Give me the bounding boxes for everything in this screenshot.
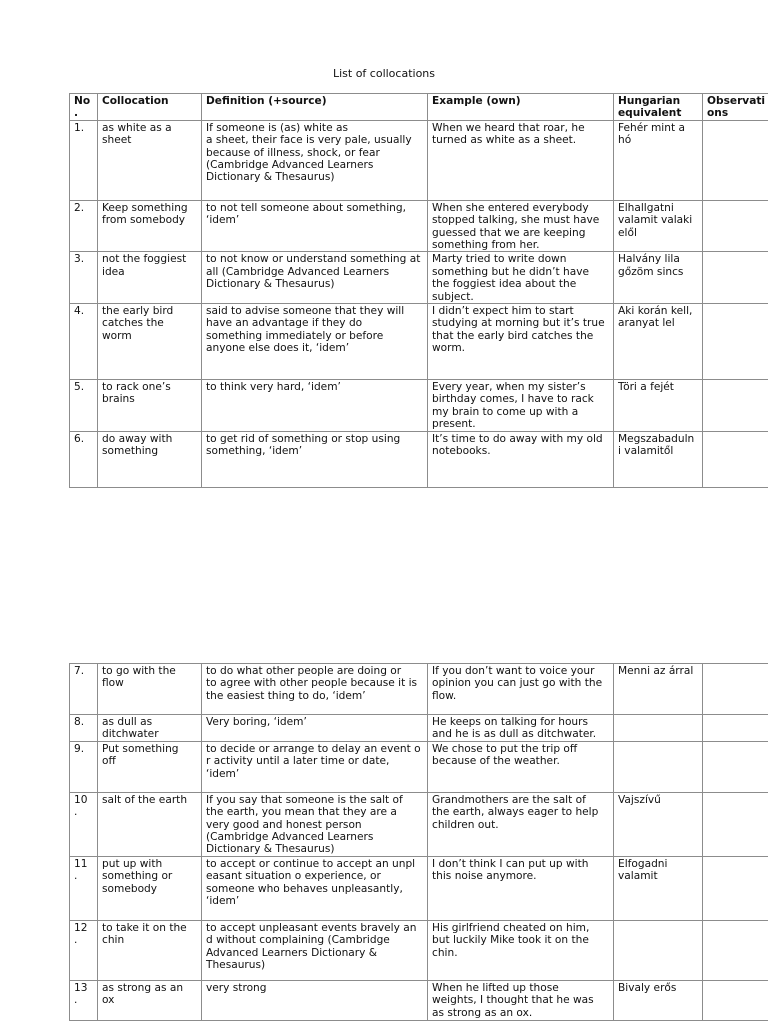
header-definition: Definition (+source) — [202, 94, 428, 121]
cell-definition: to do what other people are doing or to agree with other people because it is the easiest thing to do, ‘idem’ — [202, 664, 428, 715]
table-row — [70, 431, 768, 487]
cell-no: 8. — [70, 715, 98, 742]
table-row — [70, 200, 768, 252]
table-row — [70, 856, 768, 920]
cell-hungarian: Elfogadni valamit — [614, 856, 703, 920]
cell-collocation: put up with something or somebody — [98, 856, 202, 920]
cell-collocation: salt of the earth — [98, 792, 202, 856]
cell-hungarian: Töri a fejét — [614, 380, 703, 432]
cell-example: Grandmothers are the salt of the earth, always eager to help children out. — [428, 792, 614, 856]
cell-collocation: Keep something from somebody — [98, 200, 202, 252]
cell-collocation: not the foggiest idea — [98, 252, 202, 304]
cell-observations — [703, 200, 768, 252]
cell-hungarian: Vajszívű — [614, 792, 703, 856]
table-row — [70, 792, 768, 856]
cell-observations — [703, 431, 768, 487]
table-row — [70, 664, 768, 715]
cell-example: His girlfriend cheated on him, but luckily Mike took it on the chin. — [428, 920, 614, 980]
cell-no: 6. — [70, 431, 98, 487]
table-header-row — [70, 94, 768, 121]
cell-observations — [703, 980, 768, 1020]
header-hungarian: Hungarian equivalent — [614, 94, 703, 121]
cell-collocation: to take it on the chin — [98, 920, 202, 980]
cell-definition: Very boring, ‘idem’ — [202, 715, 428, 742]
cell-no: 12 . — [70, 920, 98, 980]
cell-no: 9. — [70, 741, 98, 792]
cell-observations — [703, 715, 768, 742]
cell-example: When she entered everybody stopped talking, she must have guessed that we are keeping something from her. — [428, 200, 614, 252]
cell-definition: to not know or understand something at all (Cambridge Advanced Learners Dictionary & Thesaurus) — [202, 252, 428, 304]
cell-hungarian: Menni az árral — [614, 664, 703, 715]
collocations-table-1 — [69, 93, 768, 488]
cell-definition: If you say that someone is the salt of the earth, you mean that they are a very good and honest person (Cambridge Advanced Learners Dictionary & Thesaurus) — [202, 792, 428, 856]
cell-no: 4. — [70, 304, 98, 380]
collocations-table-2 — [69, 663, 768, 1021]
cell-no: 10 . — [70, 792, 98, 856]
cell-hungarian: Fehér mint a hó — [614, 120, 703, 200]
cell-no: 5. — [70, 380, 98, 432]
cell-observations — [703, 304, 768, 380]
cell-observations — [703, 792, 768, 856]
cell-example: When he lifted up those weights, I thought that he was as strong as an ox. — [428, 980, 614, 1020]
cell-hungarian: Elhallgatni valamit valaki elől — [614, 200, 703, 252]
cell-definition: said to advise someone that they will have an advantage if they do something immediately or before anyone else does it, ‘idem’ — [202, 304, 428, 380]
cell-no: 11 . — [70, 856, 98, 920]
cell-example: It’s time to do away with my old notebooks. — [428, 431, 614, 487]
cell-observations — [703, 741, 768, 792]
cell-collocation: as dull as ditchwater — [98, 715, 202, 742]
cell-hungarian — [614, 715, 703, 742]
cell-observations — [703, 120, 768, 200]
cell-definition: to think very hard, ‘idem’ — [202, 380, 428, 432]
cell-definition: If someone is (as) white as a sheet, their face is very pale, usually because of illness, shock, or fear (Cambridge Advanced Learners Dictionary & Thesaurus) — [202, 120, 428, 200]
cell-hungarian — [614, 741, 703, 792]
cell-definition: to accept or continue to accept an unpl easant situation o experience, or someone who behaves unpleasantly, ‘idem’ — [202, 856, 428, 920]
cell-definition: to accept unpleasant events bravely an d without complaining (Cambridge Advanced Learners Dictionary & Thesaurus) — [202, 920, 428, 980]
header-no: No . — [70, 94, 98, 121]
cell-hungarian: Halvány lila gőzöm sincs — [614, 252, 703, 304]
table-row — [70, 715, 768, 742]
cell-collocation: do away with something — [98, 431, 202, 487]
cell-example: Every year, when my sister’s birthday comes, I have to rack my brain to come up with a present. — [428, 380, 614, 432]
cell-definition: to get rid of something or stop using something, ‘idem’ — [202, 431, 428, 487]
cell-observations — [703, 664, 768, 715]
table-row — [70, 920, 768, 980]
cell-no: 3. — [70, 252, 98, 304]
cell-example: I didn’t expect him to start studying at morning but it’s true that the early bird catches the worm. — [428, 304, 614, 380]
cell-collocation: Put something off — [98, 741, 202, 792]
cell-example: He keeps on talking for hours and he is as dull as ditchwater. — [428, 715, 614, 742]
cell-collocation: as white as a sheet — [98, 120, 202, 200]
cell-example: If you don’t want to voice your opinion you can just go with the flow. — [428, 664, 614, 715]
table-row — [70, 741, 768, 792]
cell-example: When we heard that roar, he turned as white as a sheet. — [428, 120, 614, 200]
header-example: Example (own) — [428, 94, 614, 121]
cell-example: We chose to put the trip off because of the weather. — [428, 741, 614, 792]
table-row — [70, 252, 768, 304]
header-observations: Observati ons — [703, 94, 768, 121]
cell-no: 2. — [70, 200, 98, 252]
document-title: List of collocations — [332, 67, 436, 80]
cell-no: 13 . — [70, 980, 98, 1020]
cell-collocation: to go with the flow — [98, 664, 202, 715]
header-collocation: Collocation — [98, 94, 202, 121]
cell-observations — [703, 252, 768, 304]
cell-observations — [703, 856, 768, 920]
table-row — [70, 380, 768, 432]
table-row — [70, 980, 768, 1020]
cell-observations — [703, 920, 768, 980]
cell-no: 1. — [70, 120, 98, 200]
cell-collocation: the early bird catches the worm — [98, 304, 202, 380]
cell-hungarian — [614, 920, 703, 980]
cell-definition: to decide or arrange to delay an event o r activity until a later time or date, ‘idem’ — [202, 741, 428, 792]
cell-observations — [703, 380, 768, 432]
cell-collocation: to rack one’s brains — [98, 380, 202, 432]
cell-hungarian: Megszabaduln i valamitől — [614, 431, 703, 487]
cell-collocation: as strong as an ox — [98, 980, 202, 1020]
table-row — [70, 304, 768, 380]
cell-definition: to not tell someone about something, ‘idem’ — [202, 200, 428, 252]
cell-example: I don’t think I can put up with this noise anymore. — [428, 856, 614, 920]
cell-example: Marty tried to write down something but he didn’t have the foggiest idea about the subject. — [428, 252, 614, 304]
table-row — [70, 120, 768, 200]
cell-no: 7. — [70, 664, 98, 715]
cell-hungarian: Aki korán kell, aranyat lel — [614, 304, 703, 380]
cell-hungarian: Bivaly erős — [614, 980, 703, 1020]
cell-definition: very strong — [202, 980, 428, 1020]
